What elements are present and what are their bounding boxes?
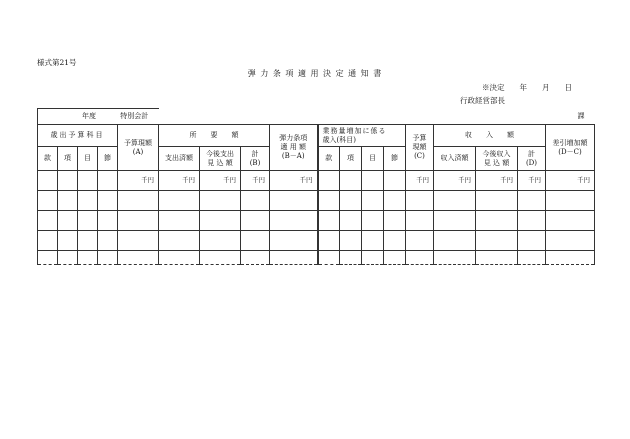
table-cell[interactable] bbox=[518, 231, 546, 251]
table-cell[interactable] bbox=[38, 251, 58, 265]
form-number: 様式第21号 bbox=[37, 58, 77, 67]
expense-total-code: (B) bbox=[249, 158, 261, 167]
net-increase-label: 差引増加額 bbox=[552, 138, 588, 147]
net-increase-header bbox=[546, 125, 595, 171]
issuer: 行政経営部長 bbox=[460, 96, 505, 105]
revenue-items-label-1: 業務量増加に係る bbox=[322, 126, 387, 135]
table-cell[interactable] bbox=[318, 251, 340, 265]
unit-expense-total: 千円 bbox=[241, 171, 270, 191]
table-cell[interactable] bbox=[270, 231, 318, 251]
received-amount-header: 収入済額 bbox=[434, 147, 476, 171]
table-cell[interactable] bbox=[518, 251, 546, 265]
table-row[interactable] bbox=[38, 191, 595, 211]
unit-paid: 千円 bbox=[159, 171, 200, 191]
table-cell[interactable] bbox=[434, 251, 476, 265]
table-cell[interactable] bbox=[546, 191, 595, 211]
revenue-total-header bbox=[518, 147, 546, 171]
table-cell[interactable] bbox=[159, 251, 200, 265]
table-cell[interactable] bbox=[406, 191, 434, 211]
table-cell[interactable] bbox=[98, 231, 118, 251]
future-expense-label-2: 見 込 額 bbox=[207, 158, 233, 167]
table-cell[interactable] bbox=[118, 191, 159, 211]
elastic-clause-code: (B－A) bbox=[281, 151, 305, 160]
future-expense-label-1: 今後支出 bbox=[206, 149, 234, 158]
table-cell[interactable] bbox=[406, 211, 434, 231]
table-cell[interactable] bbox=[98, 251, 118, 265]
net-increase-code: (D－C) bbox=[558, 147, 582, 156]
budget-table bbox=[37, 108, 595, 265]
table-cell[interactable] bbox=[270, 211, 318, 231]
table-row[interactable] bbox=[38, 251, 595, 265]
table-cell[interactable] bbox=[384, 231, 406, 251]
revenue-total-code: (D) bbox=[525, 158, 538, 167]
table-cell[interactable] bbox=[118, 231, 159, 251]
table-cell[interactable] bbox=[118, 251, 159, 265]
table-cell[interactable] bbox=[78, 251, 98, 265]
table-cell[interactable] bbox=[98, 191, 118, 211]
col-kan-rev: 款 bbox=[318, 147, 340, 171]
elastic-clause-label-1: 弾力条項 bbox=[279, 134, 308, 143]
rev-budget-label-2: 現額 bbox=[412, 143, 427, 152]
table-cell[interactable] bbox=[340, 231, 362, 251]
table-cell[interactable] bbox=[318, 191, 340, 211]
expense-budget-items-header: 歳出予算科目 bbox=[38, 125, 118, 147]
table-cell[interactable] bbox=[78, 191, 98, 211]
table-cell[interactable] bbox=[38, 211, 58, 231]
table-row[interactable] bbox=[38, 211, 595, 231]
table-cell[interactable] bbox=[434, 231, 476, 251]
table-cell[interactable] bbox=[270, 191, 318, 211]
decision-reference: ※決定 年 月 日 bbox=[482, 83, 572, 92]
table-cell[interactable] bbox=[384, 251, 406, 265]
revenue-total-label: 計 bbox=[528, 149, 535, 158]
table-cell[interactable] bbox=[384, 191, 406, 211]
table-cell[interactable] bbox=[118, 211, 159, 231]
expense-total-header bbox=[241, 147, 270, 171]
table-cell[interactable] bbox=[38, 191, 58, 211]
future-revenue-header bbox=[476, 147, 518, 171]
table-row[interactable] bbox=[38, 231, 595, 251]
table-cell[interactable] bbox=[406, 251, 434, 265]
table-cell[interactable] bbox=[98, 211, 118, 231]
department-cell[interactable] bbox=[159, 109, 595, 125]
table-cell[interactable] bbox=[200, 251, 241, 265]
table-cell[interactable] bbox=[546, 231, 595, 251]
table-cell[interactable] bbox=[518, 211, 546, 231]
table-cell[interactable] bbox=[362, 211, 384, 231]
table-cell[interactable] bbox=[270, 251, 318, 265]
table-cell[interactable] bbox=[406, 231, 434, 251]
table-cell[interactable] bbox=[476, 211, 518, 231]
department-suffix: 課 bbox=[577, 111, 585, 120]
required-amount-header: 所 要 額 bbox=[159, 125, 270, 147]
table-cell[interactable] bbox=[58, 231, 78, 251]
table-cell[interactable] bbox=[434, 211, 476, 231]
budget-amount-label: 予算現額 bbox=[124, 138, 152, 147]
elastic-clause-header bbox=[270, 125, 318, 171]
table-cell[interactable] bbox=[546, 211, 595, 231]
elastic-clause-label-2: 適 用 額 bbox=[280, 143, 306, 152]
table-cell[interactable] bbox=[362, 231, 384, 251]
col-moku-rev: 目 bbox=[362, 147, 384, 171]
table-cell[interactable] bbox=[200, 231, 241, 251]
table-cell[interactable] bbox=[476, 251, 518, 265]
document-title: 弾 力 条 項 適 用 決 定 通 知 書 bbox=[247, 69, 383, 78]
future-revenue-label-1: 今後収入 bbox=[482, 149, 511, 158]
table-cell[interactable] bbox=[241, 191, 270, 211]
table-cell[interactable] bbox=[362, 251, 384, 265]
col-kou: 項 bbox=[58, 147, 78, 171]
table-cell[interactable] bbox=[159, 231, 200, 251]
table-cell[interactable] bbox=[78, 231, 98, 251]
unit-budget: 千円 bbox=[118, 171, 159, 191]
table-cell[interactable] bbox=[58, 251, 78, 265]
table-cell[interactable] bbox=[241, 251, 270, 265]
table-cell[interactable] bbox=[78, 211, 98, 231]
table-cell[interactable] bbox=[200, 191, 241, 211]
table-cell[interactable] bbox=[38, 231, 58, 251]
table-cell[interactable] bbox=[546, 251, 595, 265]
paid-amount-header: 支出済額 bbox=[159, 147, 200, 171]
future-revenue-label-2: 見 込 額 bbox=[483, 158, 510, 167]
rev-budget-label-1: 予算 bbox=[412, 134, 427, 143]
table-cell[interactable] bbox=[241, 211, 270, 231]
table-cell[interactable] bbox=[434, 191, 476, 211]
revenue-items-header bbox=[318, 125, 406, 147]
unit-net-increase: 千円 bbox=[546, 171, 595, 191]
revenue-budget-header bbox=[406, 125, 434, 171]
unit-received: 千円 bbox=[434, 171, 476, 191]
revenue-amount-header: 収 入 額 bbox=[434, 125, 546, 147]
special-account-label: 特別会計 bbox=[120, 112, 149, 121]
fiscal-year-label: 年度 bbox=[82, 112, 96, 121]
unit-row bbox=[38, 171, 595, 191]
table-cell[interactable] bbox=[340, 251, 362, 265]
unit-rev-budget: 千円 bbox=[406, 171, 434, 191]
table-cell[interactable] bbox=[384, 211, 406, 231]
table-cell[interactable] bbox=[518, 191, 546, 211]
rev-budget-code: (C) bbox=[414, 151, 425, 160]
table-cell[interactable] bbox=[159, 191, 200, 211]
unit-future-expense: 千円 bbox=[200, 171, 241, 191]
table-cell[interactable] bbox=[340, 211, 362, 231]
col-kou-rev: 項 bbox=[340, 147, 362, 171]
unit-elastic: 千円 bbox=[270, 171, 318, 191]
table-cell[interactable] bbox=[200, 211, 241, 231]
table-cell[interactable] bbox=[318, 231, 340, 251]
table-cell[interactable] bbox=[318, 211, 340, 231]
table-cell[interactable] bbox=[58, 211, 78, 231]
col-moku: 目 bbox=[78, 147, 98, 171]
col-setsu: 節 bbox=[98, 147, 118, 171]
expense-total-label: 計 bbox=[251, 149, 259, 158]
fiscal-year-cell[interactable] bbox=[38, 109, 159, 125]
revenue-items-label-2: 歳入(科目) bbox=[322, 135, 356, 144]
table-cell[interactable] bbox=[476, 231, 518, 251]
table-cell[interactable] bbox=[362, 191, 384, 211]
table-cell[interactable] bbox=[241, 231, 270, 251]
budget-amount-code: (A) bbox=[132, 147, 144, 156]
future-expense-header bbox=[200, 147, 241, 171]
table-cell[interactable] bbox=[340, 191, 362, 211]
table-cell[interactable] bbox=[58, 191, 78, 211]
col-kan: 款 bbox=[38, 147, 58, 171]
unit-revenue-total: 千円 bbox=[518, 171, 546, 191]
budget-amount-header bbox=[118, 125, 159, 171]
table-cell[interactable] bbox=[159, 211, 200, 231]
table-cell[interactable] bbox=[476, 191, 518, 211]
col-setsu-rev: 節 bbox=[384, 147, 406, 171]
unit-future-revenue: 千円 bbox=[476, 171, 518, 191]
